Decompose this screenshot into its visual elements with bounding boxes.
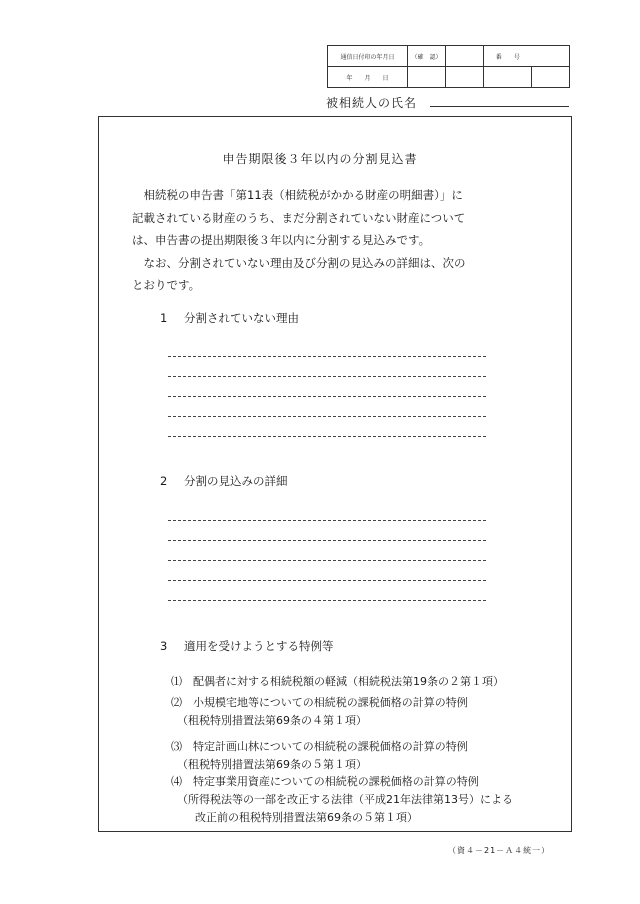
special-item-1 bbox=[171, 673, 504, 691]
special-item-4 bbox=[171, 773, 513, 827]
reason-line[interactable] bbox=[168, 396, 486, 397]
item-text: 配偶者に対する相続税額の軽減（相続税法第19条の２第１項） bbox=[193, 675, 504, 688]
item-text: 特定計画山林についての相続税の課税価格の計算の特例 bbox=[193, 740, 468, 753]
form-title: 申告期限後３年以内の分割見込書 bbox=[222, 152, 418, 166]
section-title: 適用を受けようとする特例等 bbox=[184, 639, 334, 653]
stamp-blank-cell bbox=[446, 67, 484, 88]
section-number: 2 bbox=[160, 474, 168, 488]
item-text: 改正前の租税特別措置法第69条の５第１項） bbox=[195, 811, 418, 824]
reason-line[interactable] bbox=[168, 376, 486, 377]
section-title: 分割されていない理由 bbox=[184, 311, 299, 325]
stamp-blank-cell bbox=[446, 46, 484, 67]
special-item-3 bbox=[171, 738, 468, 774]
item-text: （租税特別措置法第69条の４第１項） bbox=[177, 714, 367, 727]
section-number: 3 bbox=[160, 639, 168, 653]
detail-line[interactable] bbox=[168, 580, 486, 581]
stamp-blank-cell bbox=[532, 46, 570, 67]
section-3-heading bbox=[160, 638, 334, 654]
section-2-heading bbox=[160, 473, 288, 489]
stamp-number-cell bbox=[484, 67, 532, 88]
detail-line[interactable] bbox=[168, 560, 486, 561]
intro-paragraph bbox=[132, 184, 537, 297]
item-number: ⑵ bbox=[171, 696, 182, 709]
item-number: ⑷ bbox=[171, 775, 182, 788]
detail-line[interactable] bbox=[168, 540, 486, 541]
reason-line[interactable] bbox=[168, 416, 486, 417]
item-text: 特定事業用資産についての相続税の課税価格の計算の特例 bbox=[193, 775, 479, 788]
item-text: （所得税法等の一部を改正する法律（平成21年法律第13号）による bbox=[177, 793, 513, 806]
section-1-heading bbox=[160, 310, 299, 326]
item-number: ⑴ bbox=[171, 675, 182, 688]
intro-line: 記載されている財産のうち、まだ分割されていない財産について bbox=[132, 210, 466, 225]
stamp-confirm-header: （確 認） bbox=[408, 46, 446, 67]
reason-line[interactable] bbox=[168, 436, 486, 437]
item-text: 小規模宅地等についての相続税の課税価格の計算の特例 bbox=[193, 696, 468, 709]
stamp-date-header: 通信日付印の年月日 bbox=[328, 46, 408, 67]
intro-line: は、申告書の提出期限後３年以内に分割する見込みです。 bbox=[132, 233, 431, 247]
office-use-stamp-table bbox=[327, 45, 570, 88]
item-number: ⑶ bbox=[171, 740, 182, 753]
detail-line[interactable] bbox=[168, 600, 486, 601]
intro-line: なお、分割されていない理由及び分割の見込みの詳細は、次の bbox=[132, 255, 466, 270]
stamp-number-header: 番 号 bbox=[484, 46, 532, 67]
decedent-name-label: 被相続人の氏名 bbox=[326, 96, 418, 110]
stamp-date-cell: 年 月 日 bbox=[328, 67, 408, 88]
item-text: （租税特別措置法第69条の５第１項） bbox=[177, 758, 367, 771]
reason-line[interactable] bbox=[168, 356, 486, 357]
special-item-2 bbox=[171, 694, 468, 730]
form-code-footer: （資４－21－Ａ４統一） bbox=[448, 846, 551, 855]
section-number: 1 bbox=[160, 311, 168, 325]
stamp-blank-cell bbox=[532, 67, 570, 88]
decedent-name-field[interactable] bbox=[430, 106, 569, 107]
intro-line: とおりです。 bbox=[132, 278, 201, 292]
intro-line: 相続税の申告書「第11表（相続税がかかる財産の明細書）」に bbox=[132, 188, 463, 202]
stamp-confirm-cell bbox=[408, 67, 446, 88]
detail-line[interactable] bbox=[168, 520, 486, 521]
section-title: 分割の見込みの詳細 bbox=[184, 474, 288, 488]
